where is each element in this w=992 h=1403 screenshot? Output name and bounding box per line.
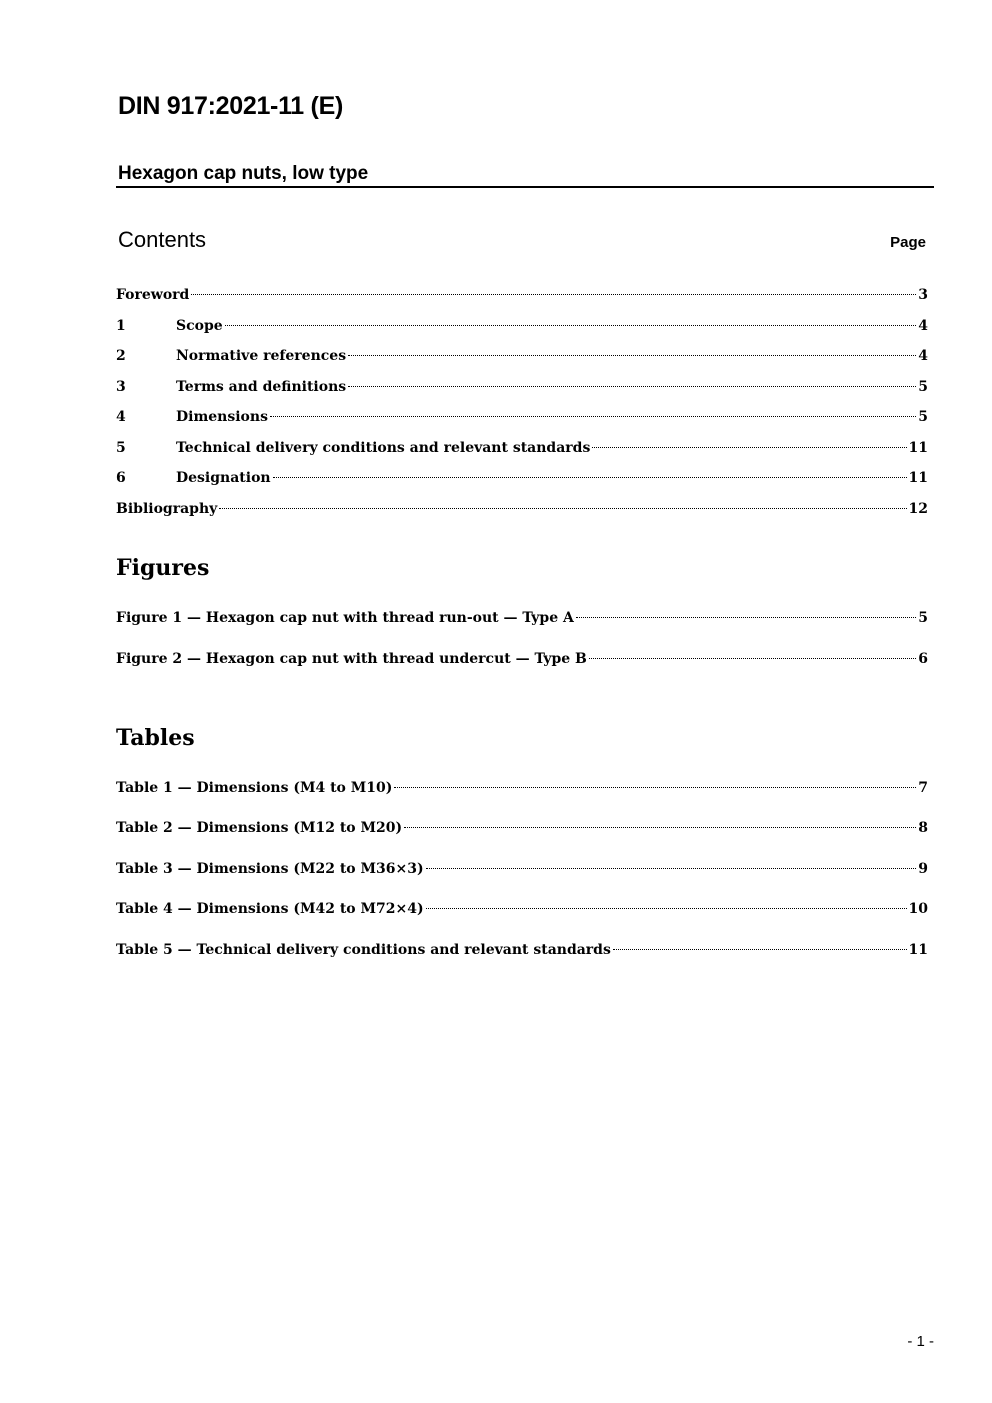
document-subtitle: Hexagon cap nuts, low type <box>118 163 369 184</box>
table-entry-title: Table 4 — Dimensions (M42 to M72×4) <box>116 901 424 917</box>
figures-heading: Figures <box>116 555 210 581</box>
table-entry-4[interactable] <box>116 895 928 918</box>
toc-entry-number: 3 <box>116 379 126 395</box>
dot-leader <box>394 774 916 792</box>
toc-entry-title: Terms and definitions <box>176 379 347 395</box>
figure-entry-page: 6 <box>918 651 928 667</box>
dot-leader <box>348 342 916 360</box>
dot-leader <box>589 645 916 663</box>
toc-entry-terms-definitions[interactable] <box>116 373 928 396</box>
dot-leader <box>426 895 907 913</box>
toc-entry-number: 6 <box>116 470 126 486</box>
table-entry-title: Table 3 — Dimensions (M22 to M36×3) <box>116 861 424 877</box>
toc-entry-title: Dimensions <box>176 409 268 425</box>
table-entry-title: Table 2 — Dimensions (M12 to M20) <box>116 820 403 836</box>
figure-entry-title: Figure 2 — Hexagon cap nut with thread undercut — Type B <box>116 651 587 667</box>
table-entry-3[interactable] <box>116 855 928 878</box>
toc-entry-page: 5 <box>918 379 928 395</box>
page-number: - 1 - <box>907 1333 934 1350</box>
dot-leader <box>270 403 916 421</box>
toc-entry-title: Normative references <box>176 348 347 364</box>
table-entry-page: 7 <box>918 780 928 796</box>
toc-entry-number: 1 <box>116 318 126 334</box>
toc-entry-title: Scope <box>176 318 223 334</box>
table-entry-page: 11 <box>908 942 928 958</box>
toc-entry-dimensions[interactable] <box>116 403 928 426</box>
contents-heading: Contents <box>118 227 207 252</box>
toc-entry-scope[interactable] <box>116 312 928 335</box>
dot-leader <box>348 373 916 391</box>
toc-entry-number: 4 <box>116 409 126 425</box>
tables-heading: Tables <box>116 725 195 751</box>
toc-entry-bibliography[interactable] <box>116 495 928 518</box>
dot-leader <box>613 936 907 954</box>
dot-leader <box>273 464 907 482</box>
toc-entry-normative-references[interactable] <box>116 342 928 365</box>
table-entry-1[interactable] <box>116 774 928 797</box>
dot-leader <box>404 814 916 832</box>
dot-leader <box>592 434 906 452</box>
toc-entry-title: Designation <box>176 470 271 486</box>
figure-entry-page: 5 <box>918 610 928 626</box>
toc-entry-page: 3 <box>918 287 928 303</box>
toc-entry-title: Bibliography <box>116 501 218 517</box>
toc-entry-page: 4 <box>918 318 928 334</box>
table-entry-title: Table 5 — Technical delivery conditions and relevant standards <box>116 942 611 958</box>
page-column-label: Page <box>890 234 926 251</box>
toc-entry-page: 5 <box>918 409 928 425</box>
table-entry-title: Table 1 — Dimensions (M4 to M10) <box>116 780 393 796</box>
table-entry-page: 8 <box>918 820 928 836</box>
toc-entry-page: 11 <box>908 440 928 456</box>
title-rule <box>116 186 934 188</box>
figure-entry-2[interactable] <box>116 645 928 668</box>
figure-entry-title: Figure 1 — Hexagon cap nut with thread run-out — Type A <box>116 610 574 626</box>
dot-leader <box>576 604 916 622</box>
toc-entry-page: 4 <box>918 348 928 364</box>
toc-entry-designation[interactable] <box>116 464 928 487</box>
table-entry-5[interactable] <box>116 936 928 959</box>
toc-entry-foreword[interactable] <box>116 281 928 304</box>
table-entry-2[interactable] <box>116 814 928 837</box>
toc-entry-page: 11 <box>908 470 928 486</box>
toc-entry-number: 2 <box>116 348 126 364</box>
table-entry-page: 9 <box>918 861 928 877</box>
toc-entry-technical-delivery[interactable] <box>116 434 928 457</box>
toc-entry-number: 5 <box>116 440 126 456</box>
toc-entry-title: Foreword <box>116 287 190 303</box>
dot-leader <box>191 281 916 299</box>
dot-leader <box>219 495 906 513</box>
toc-entry-page: 12 <box>908 501 928 517</box>
dot-leader <box>225 312 917 330</box>
figure-entry-1[interactable] <box>116 604 928 627</box>
dot-leader <box>426 855 917 873</box>
document-id: DIN 917:2021-11 (E) <box>118 92 343 120</box>
toc-entry-title: Technical delivery conditions and relevant standards <box>176 440 591 456</box>
table-entry-page: 10 <box>908 901 928 917</box>
